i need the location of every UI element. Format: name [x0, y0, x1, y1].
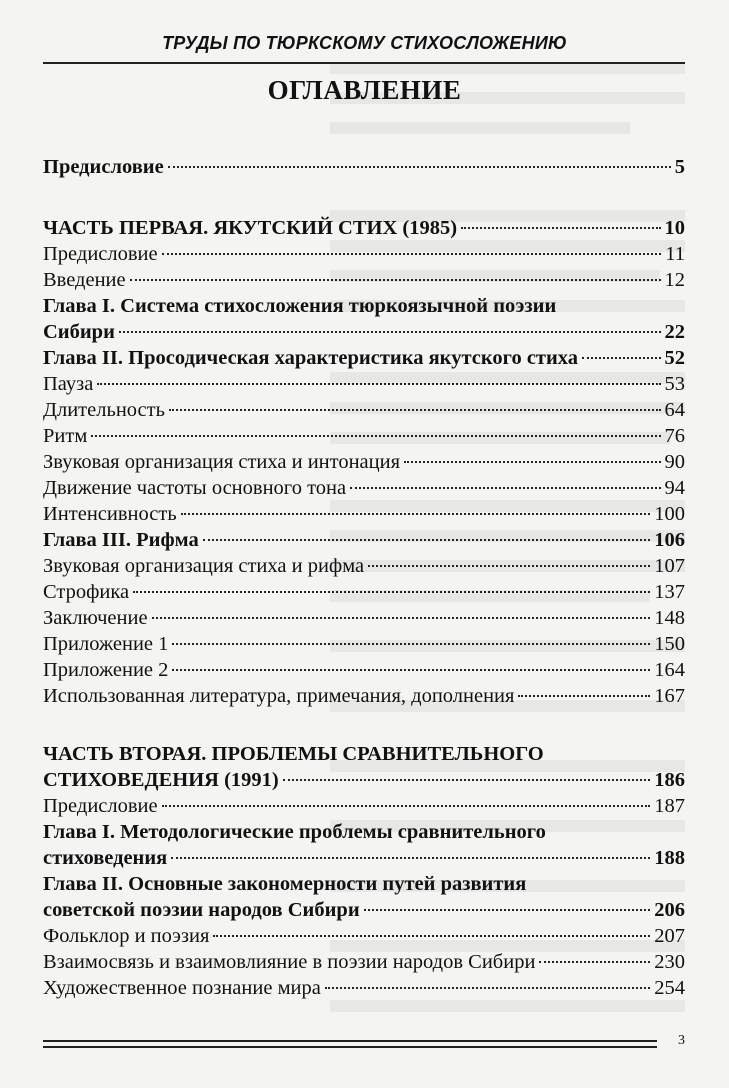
dot-leader [171, 857, 650, 859]
toc-entry[interactable] [43, 579, 685, 605]
toc-entry-page: 76 [664, 425, 685, 447]
toc-entry-page: 186 [654, 769, 685, 791]
toc-entry[interactable] [43, 631, 685, 657]
toc-chapter-label-line1[interactable]: Глава I. Методологические проблемы сравнительного [43, 821, 546, 843]
toc-chapter[interactable] [43, 845, 685, 871]
toc-entry[interactable] [43, 241, 685, 267]
toc-entry[interactable] [43, 553, 685, 579]
dot-leader [582, 357, 660, 359]
dot-leader [172, 643, 650, 645]
toc-entry-label: Предисловие [43, 795, 158, 817]
toc-entry-page: 100 [654, 503, 685, 525]
dot-leader [404, 461, 660, 463]
toc-entry[interactable] [43, 267, 685, 293]
toc-entry-page: 10 [664, 217, 685, 239]
toc-part2-heading-line1[interactable]: ЧАСТЬ ВТОРАЯ. ПРОБЛЕМЫ СРАВНИТЕЛЬНОГО [43, 743, 544, 765]
toc-entry-label: советской поэзии народов Сибири [43, 899, 360, 921]
toc-entry-label: Художественное познание мира [43, 977, 321, 999]
toc-entry-label: Звуковая организация стиха и интонация [43, 451, 401, 473]
toc-entry-label: Глава II. Просодическая характеристика якутского стиха [43, 347, 579, 369]
toc-entry[interactable] [43, 793, 685, 819]
dot-leader [152, 617, 651, 619]
toc-entry-page: 206 [654, 899, 685, 921]
toc-entry-page: 11 [665, 243, 685, 265]
toc-part2-heading[interactable] [43, 767, 685, 793]
toc-entry[interactable] [43, 371, 685, 397]
toc-entry-page: 106 [654, 529, 685, 551]
toc-entry[interactable] [43, 923, 685, 949]
dot-leader [91, 435, 660, 437]
dot-leader [203, 539, 651, 541]
dot-leader [133, 591, 650, 593]
toc-entry-page: 167 [654, 685, 685, 707]
toc-entry-label: стиховедения [43, 847, 168, 869]
running-header: ТРУДЫ ПО ТЮРКСКОМУ СТИХОСЛОЖЕНИЮ [162, 33, 567, 53]
toc-entry-page: 107 [654, 555, 685, 577]
dot-leader [283, 779, 651, 781]
toc-chapter[interactable] [43, 897, 685, 923]
footer-rule [43, 1046, 657, 1048]
toc-entry-label: СТИХОВЕДЕНИЯ (1991) [43, 769, 279, 791]
dot-leader [119, 331, 661, 333]
toc-entry-label: Движение частоты основного тона [43, 477, 347, 499]
page-title: ОГЛАВЛЕНИЕ [267, 75, 462, 105]
dot-leader [325, 987, 650, 989]
toc-entry[interactable] [43, 501, 685, 527]
toc-entry-label: Ритм [43, 425, 88, 447]
dot-leader [181, 513, 651, 515]
dot-leader [162, 805, 651, 807]
toc-chapter-label-line1[interactable]: Глава I. Система стихосложения тюркоязычной поэзии [43, 295, 557, 317]
dot-leader [518, 695, 650, 697]
toc-chapter-label-line1[interactable]: Глава II. Основные закономерности путей развития [43, 873, 527, 895]
toc-entry-label: Использованная литература, примечания, дополнения [43, 685, 515, 707]
dot-leader [213, 935, 650, 937]
toc-entry-label: Взаимосвязь и взаимовлияние в поэзии народов Сибири [43, 951, 536, 973]
toc-entry-page: 230 [654, 951, 685, 973]
toc-entry-label: Введение [43, 269, 126, 291]
toc-entry-page: 164 [654, 659, 685, 681]
footer-rule [43, 1040, 657, 1042]
toc-entry-page: 137 [654, 581, 685, 603]
toc-entry-label: Глава III. Рифма [43, 529, 199, 551]
toc-entry-label: Приложение 1 [43, 633, 169, 655]
toc-entry[interactable] [43, 975, 685, 1001]
dot-leader [169, 409, 661, 411]
toc-entry[interactable] [43, 475, 685, 501]
toc-entry-page: 254 [654, 977, 685, 999]
dot-leader [461, 227, 660, 229]
toc-entry-page: 148 [654, 607, 685, 629]
toc-entry-label: Фольклор и поэзия [43, 925, 210, 947]
toc-chapter[interactable] [43, 345, 685, 371]
toc-entry-label: Предисловие [43, 243, 158, 265]
dot-leader [368, 565, 650, 567]
toc-entry-label: Звуковая организация стиха и рифма [43, 555, 365, 577]
toc-entry-page: 207 [654, 925, 685, 947]
dot-leader [130, 279, 661, 281]
toc-entry-page: 188 [654, 847, 685, 869]
toc-entry[interactable] [43, 397, 685, 423]
toc-entry-label: Сибири [43, 321, 115, 343]
page-number: 3 [678, 1033, 685, 1048]
toc-entry-page: 187 [654, 795, 685, 817]
toc-entry-page: 12 [664, 269, 685, 291]
toc-entry[interactable] [43, 657, 685, 683]
toc-entry-page: 5 [674, 156, 685, 178]
toc-entry-label: Длительность [43, 399, 165, 421]
dot-leader [350, 487, 660, 489]
toc-entry-label: Пауза [43, 373, 94, 395]
toc-entry-page: 94 [664, 477, 685, 499]
toc-entry-label: Приложение 2 [43, 659, 169, 681]
toc-entry-page: 64 [664, 399, 685, 421]
toc-entry-label: Предисловие [43, 156, 164, 178]
toc-entry-page: 90 [664, 451, 685, 473]
toc-entry-label: ЧАСТЬ ПЕРВАЯ. ЯКУТСКИЙ СТИХ (1985) [43, 217, 458, 239]
toc-entry-label: Интенсивность [43, 503, 177, 525]
header-rule [43, 62, 685, 64]
toc-entry[interactable] [43, 605, 685, 631]
toc-entry-preface[interactable] [43, 154, 685, 180]
toc-chapter[interactable] [43, 527, 685, 553]
dot-leader [168, 166, 671, 168]
toc-entry[interactable] [43, 449, 685, 475]
table-of-contents [43, 154, 685, 1001]
toc-entry[interactable] [43, 949, 685, 975]
toc-entry-page: 52 [664, 347, 685, 369]
dot-leader [162, 253, 662, 255]
toc-entry-label: Строфика [43, 581, 130, 603]
toc-entry-page: 150 [654, 633, 685, 655]
dot-leader [364, 909, 651, 911]
toc-entry[interactable] [43, 683, 685, 709]
toc-entry-label: Заключение [43, 607, 148, 629]
toc-entry-page: 53 [664, 373, 685, 395]
dot-leader [539, 961, 650, 963]
toc-part1-heading[interactable] [43, 215, 685, 241]
dot-leader [172, 669, 650, 671]
toc-entry[interactable] [43, 423, 685, 449]
toc-chapter[interactable] [43, 319, 685, 345]
toc-entry-page: 22 [664, 321, 685, 343]
dot-leader [97, 383, 660, 385]
